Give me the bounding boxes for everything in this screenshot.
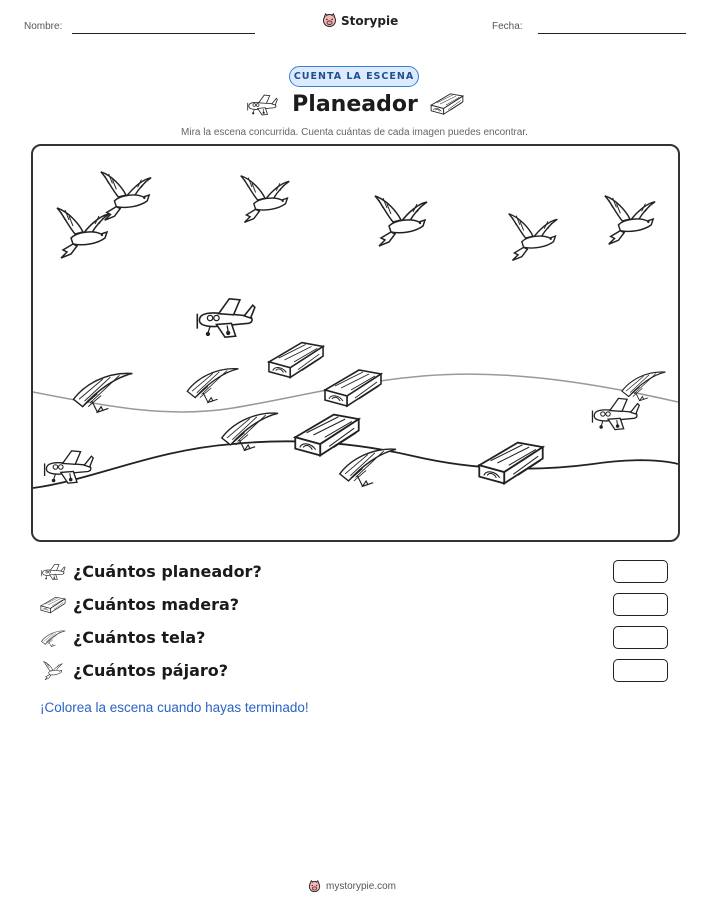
bird-icon (605, 196, 655, 244)
glider-plane-icon (45, 451, 94, 483)
glider-plane-icon (245, 94, 279, 116)
bird-icon (509, 214, 558, 261)
site-url: mystorypie.com (326, 881, 397, 892)
question-row-fabric (40, 626, 670, 652)
pig-logo-icon (308, 880, 321, 893)
question-row-glider (40, 560, 670, 586)
bird-icon (101, 172, 151, 220)
activity-badge: CUENTA LA ESCENA (289, 66, 419, 87)
wood-block-icon (430, 92, 464, 116)
name-field[interactable] (72, 33, 255, 34)
hang-glider-icon (222, 413, 278, 450)
wood-block-icon (40, 594, 66, 616)
bird-icon (40, 660, 66, 682)
glider-plane-icon (197, 299, 255, 337)
answer-box-bird[interactable] (613, 659, 668, 682)
question-text: ¿Cuántos planeador? (73, 562, 262, 581)
wood-block-icon (295, 415, 358, 456)
wood-block-icon (269, 343, 323, 378)
question-text: ¿Cuántos tela? (73, 628, 206, 647)
site-footer (308, 880, 396, 893)
question-row-bird (40, 659, 670, 685)
name-label: Nombre: (24, 21, 63, 32)
question-row-wood (40, 593, 670, 619)
date-label: Fecha: (492, 21, 523, 32)
busy-scene[interactable] (31, 144, 680, 542)
pig-logo-icon (322, 13, 337, 28)
date-field[interactable] (538, 33, 686, 34)
question-text: ¿Cuántos pájaro? (73, 661, 229, 680)
glider-plane-icon (40, 561, 66, 583)
wood-block-icon (479, 443, 542, 484)
bird-icon (57, 208, 109, 258)
answer-box-glider[interactable] (613, 560, 668, 583)
instructions: Mira la escena concurrida. Cuenta cuántas de cada imagen puedes encontrar. (181, 127, 528, 138)
hang-glider-icon (340, 449, 396, 486)
bird-icon (375, 196, 427, 246)
coloring-note: ¡Colorea la escena cuando hayas terminado! (40, 700, 309, 715)
hang-glider-icon (187, 369, 238, 403)
hang-glider-icon (622, 372, 666, 401)
brand-logo (322, 13, 398, 28)
glider-plane-icon (592, 398, 639, 429)
brand-name: Storypie (341, 13, 399, 28)
question-text: ¿Cuántos madera? (73, 595, 240, 614)
answer-box-wood[interactable] (613, 593, 668, 616)
hang-glider-icon (73, 373, 132, 412)
wood-block-icon (325, 370, 381, 406)
page-title: Planeador (292, 92, 418, 117)
answer-box-fabric[interactable] (613, 626, 668, 649)
bird-icon (241, 176, 290, 223)
hang-glider-icon (40, 627, 66, 649)
